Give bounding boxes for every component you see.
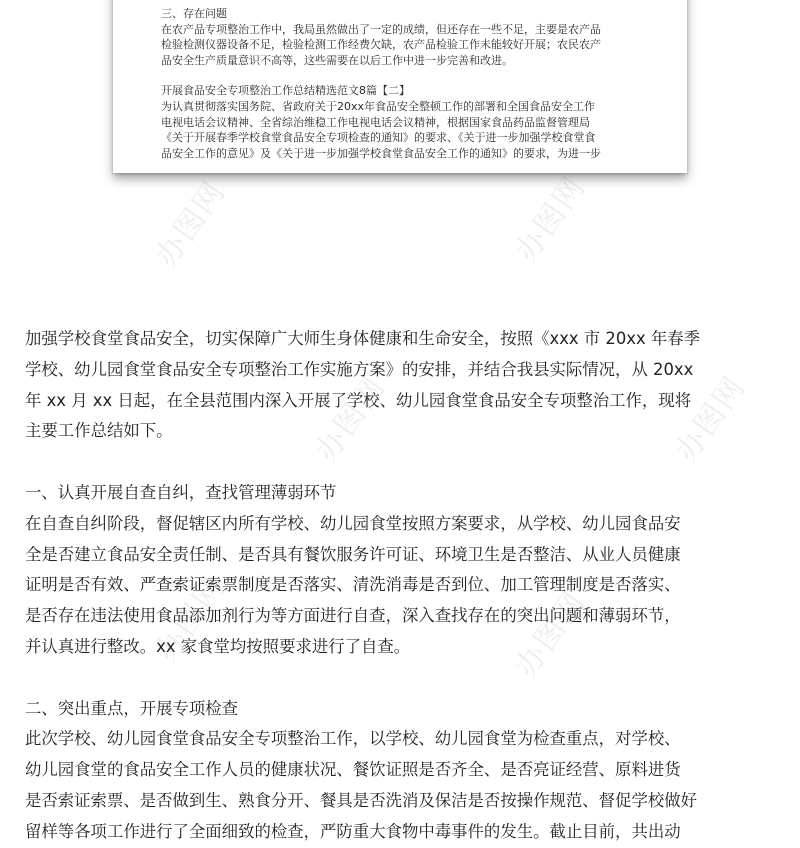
watermark: 办图网 bbox=[149, 569, 233, 669]
article-line: 幼儿园食堂的食品安全工作人员的健康状况、餐饮证照是否齐全、是否亮证经营、原料进货 bbox=[25, 760, 681, 780]
document-preview-card bbox=[113, 0, 687, 173]
article-line: 在自查自纠阶段，督促辖区内所有学校、幼儿园食堂按照方案要求，从学校、幼儿园食品安 bbox=[25, 513, 681, 533]
watermark: 办图网 bbox=[509, 169, 593, 269]
preview-line: 为认真贯彻落实国务院、省政府关于20xx年食品安全整顿工作的部署和全国食品安全工作 bbox=[161, 99, 596, 113]
watermark: 办图网 bbox=[309, 369, 393, 469]
article-line: 并认真进行整改。xx 家食堂均按照要求进行了自查。 bbox=[25, 636, 411, 656]
watermark: 办图网 bbox=[149, 174, 233, 274]
preview-gap bbox=[161, 68, 651, 83]
article-line: 全是否建立食品安全责任制、是否具有餐饮服务许可证、环境卫生是否整洁、从业人员健康 bbox=[25, 544, 681, 564]
article-line: 留样等各项工作进行了全面细致的检查，严防重大食物中毒事件的发生。截止目前，共出动 bbox=[25, 821, 681, 841]
article-body bbox=[25, 324, 777, 848]
article-line: 主要工作总结如下。 bbox=[25, 421, 173, 441]
preview-line: 电视电话会议精神、全省综治维稳工作电视电话会议精神，根据国家食品药品监督管理局 bbox=[161, 115, 590, 129]
article-line: 年 xx 月 xx 日起，在全县范围内深入开展了学校、幼儿园食堂食品安全专项整治工作，现将 bbox=[25, 390, 692, 410]
paragraph-gap bbox=[25, 663, 777, 694]
article-line: 是否索证索票、是否做到生、熟食分开、餐具是否洗消及保洁是否按操作规范、督促学校做好 bbox=[25, 790, 698, 810]
preview-line: 品安全工作的意见》及《关于进一步加强学校食堂食品安全工作的通知》的要求，为进一步 bbox=[161, 146, 601, 160]
preview-line: 《关于开展春季学校食堂食品安全专项检查的通知》的要求、《关于进一步加强学校食堂食 bbox=[161, 131, 596, 145]
watermark: 办图网 bbox=[669, 369, 753, 469]
preview-line: 三、存在问题 bbox=[161, 7, 227, 20]
preview-line: 检验检测仪器设备不足，检验检测工作经费欠缺，农产品检验工作未能较好开展；农民农产 bbox=[161, 38, 601, 52]
article-line: 证明是否有效、严查索证索票制度是否落实、清洗消毒是否到位、加工管理制度是否落实、 bbox=[25, 575, 681, 595]
article-line: 此次学校、幼儿园食堂食品安全专项整治工作，以学校、幼儿园食堂为检查重点，对学校、 bbox=[25, 729, 681, 749]
section-heading: 一、认真开展自查自纠，查找管理薄弱环节 bbox=[25, 482, 337, 502]
section-heading: 二、突出重点，开展专项检查 bbox=[25, 698, 239, 718]
article-line: 学校、幼儿园食堂食品安全专项整治工作实施方案》的安排，并结合我县实际情况，从 20xx bbox=[25, 359, 694, 379]
preview-text bbox=[161, 6, 651, 161]
article-line: 是否存在违法使用食品添加剂行为等方面进行自查，深入查找存在的突出问题和薄弱环节， bbox=[25, 606, 681, 626]
preview-line: 品安全生产质量意识不高等，这些需要在以后工作中进一步完善和改进。 bbox=[161, 53, 513, 67]
article-line: 加强学校食堂食品安全，切实保障广大师生身体健康和生命安全，按照《xxx 市 20xx 年春季 bbox=[25, 329, 701, 348]
paragraph-gap bbox=[25, 447, 777, 478]
preview-heading: 开展食品安全专项整治工作总结精选范文8篇【二】 bbox=[161, 84, 410, 98]
watermark: 办图网 bbox=[509, 584, 593, 684]
preview-line: 在农产品专项整治工作中，我局虽然做出了一定的成绩，但还存在一些不足，主要是农产品 bbox=[161, 22, 601, 36]
